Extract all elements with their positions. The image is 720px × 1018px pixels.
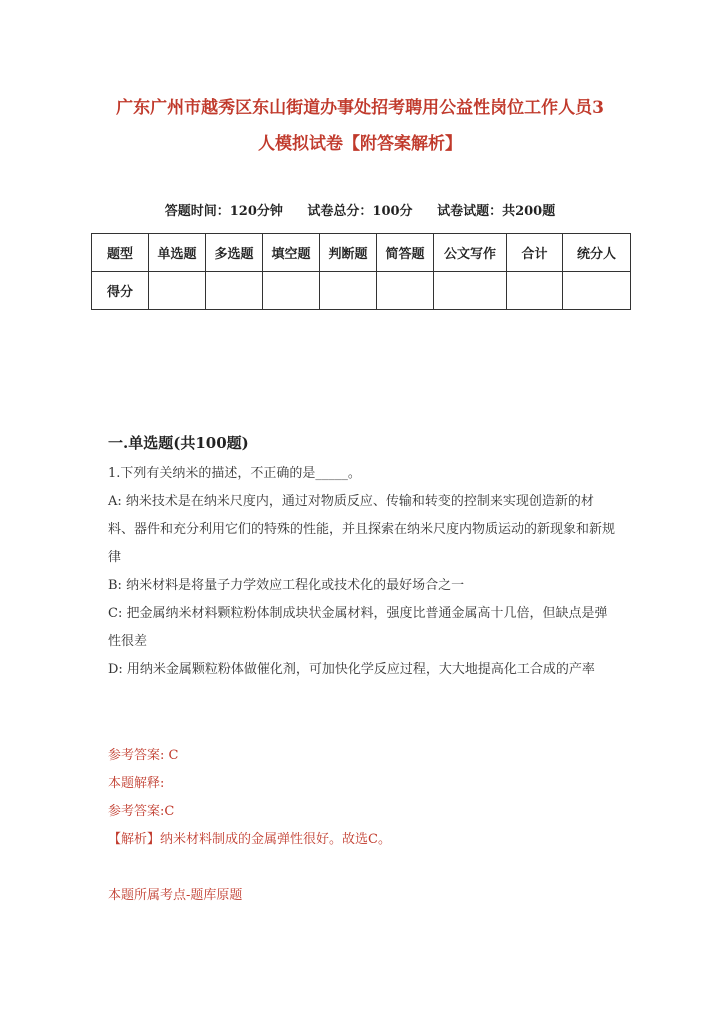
analysis-tag: 【解析】	[108, 832, 161, 847]
score-cell	[434, 272, 507, 310]
header-cell: 合计	[507, 234, 563, 272]
score-cell	[149, 272, 206, 310]
question-source: 本题所属考点-题库原题	[108, 888, 243, 903]
analysis	[108, 830, 391, 850]
exam-title-line1: 广东广州市越秀区东山街道办事处招考聘用公益性岗位工作人员3	[116, 98, 604, 118]
score-cell	[377, 272, 434, 310]
explanation-label: 本题解释:	[108, 776, 165, 791]
option-c: C: 把金属纳米材料颗粒粉体制成块状金属材料，强度比普通金属高十几倍，但缺点是弹性很差	[108, 606, 608, 649]
exam-total-score: 试卷总分：100分	[307, 204, 413, 219]
header-cell: 统分人	[563, 234, 631, 272]
option-d: D: 用纳米金属颗粒粉体做催化剂，可加快化学反应过程，大大地提高化工合成的产率	[108, 662, 595, 677]
header-cell: 题型	[92, 234, 149, 272]
score-cell	[563, 272, 631, 310]
reference-answer-2: 参考答案:C	[108, 804, 175, 819]
header-cell: 公文写作	[434, 234, 507, 272]
exam-title-line2: 人模拟试卷【附答案解析】	[258, 134, 462, 154]
header-cell: 多选题	[206, 234, 263, 272]
option-b: B: 纳米材料是将量子力学效应工程化或技术化的最好场合之一	[108, 578, 465, 593]
header-cell: 填空题	[263, 234, 320, 272]
header-cell: 判断题	[320, 234, 377, 272]
score-label-cell: 得分	[92, 272, 149, 310]
option-a: A: 纳米技术是在纳米尺度内，通过对物质反应、传输和转变的控制来实现创造新的材料、器件和充分利用它们的特殊的性能，并且探索在纳米尺度内物质运动的新现象和新规律	[108, 494, 616, 565]
score-cell	[263, 272, 320, 310]
score-cell	[206, 272, 263, 310]
score-cell	[320, 272, 377, 310]
header-cell: 单选题	[149, 234, 206, 272]
score-table	[91, 233, 631, 310]
score-table-header-row	[92, 234, 631, 272]
question-stem: 1.下列有关纳米的描述，不正确的是_____。	[108, 466, 361, 481]
section-title: 一.单选题(共100题)	[108, 434, 249, 452]
exam-question-count: 试卷试题：共200题	[437, 204, 556, 219]
header-cell: 简答题	[377, 234, 434, 272]
analysis-text: 纳米材料制成的金属弹性很好。故选C。	[160, 832, 391, 847]
exam-time: 答题时间：120分钟	[164, 204, 283, 219]
reference-answer: 参考答案: C	[108, 748, 179, 763]
exam-meta	[0, 200, 720, 219]
score-table-score-row	[92, 272, 631, 310]
score-cell	[507, 272, 563, 310]
